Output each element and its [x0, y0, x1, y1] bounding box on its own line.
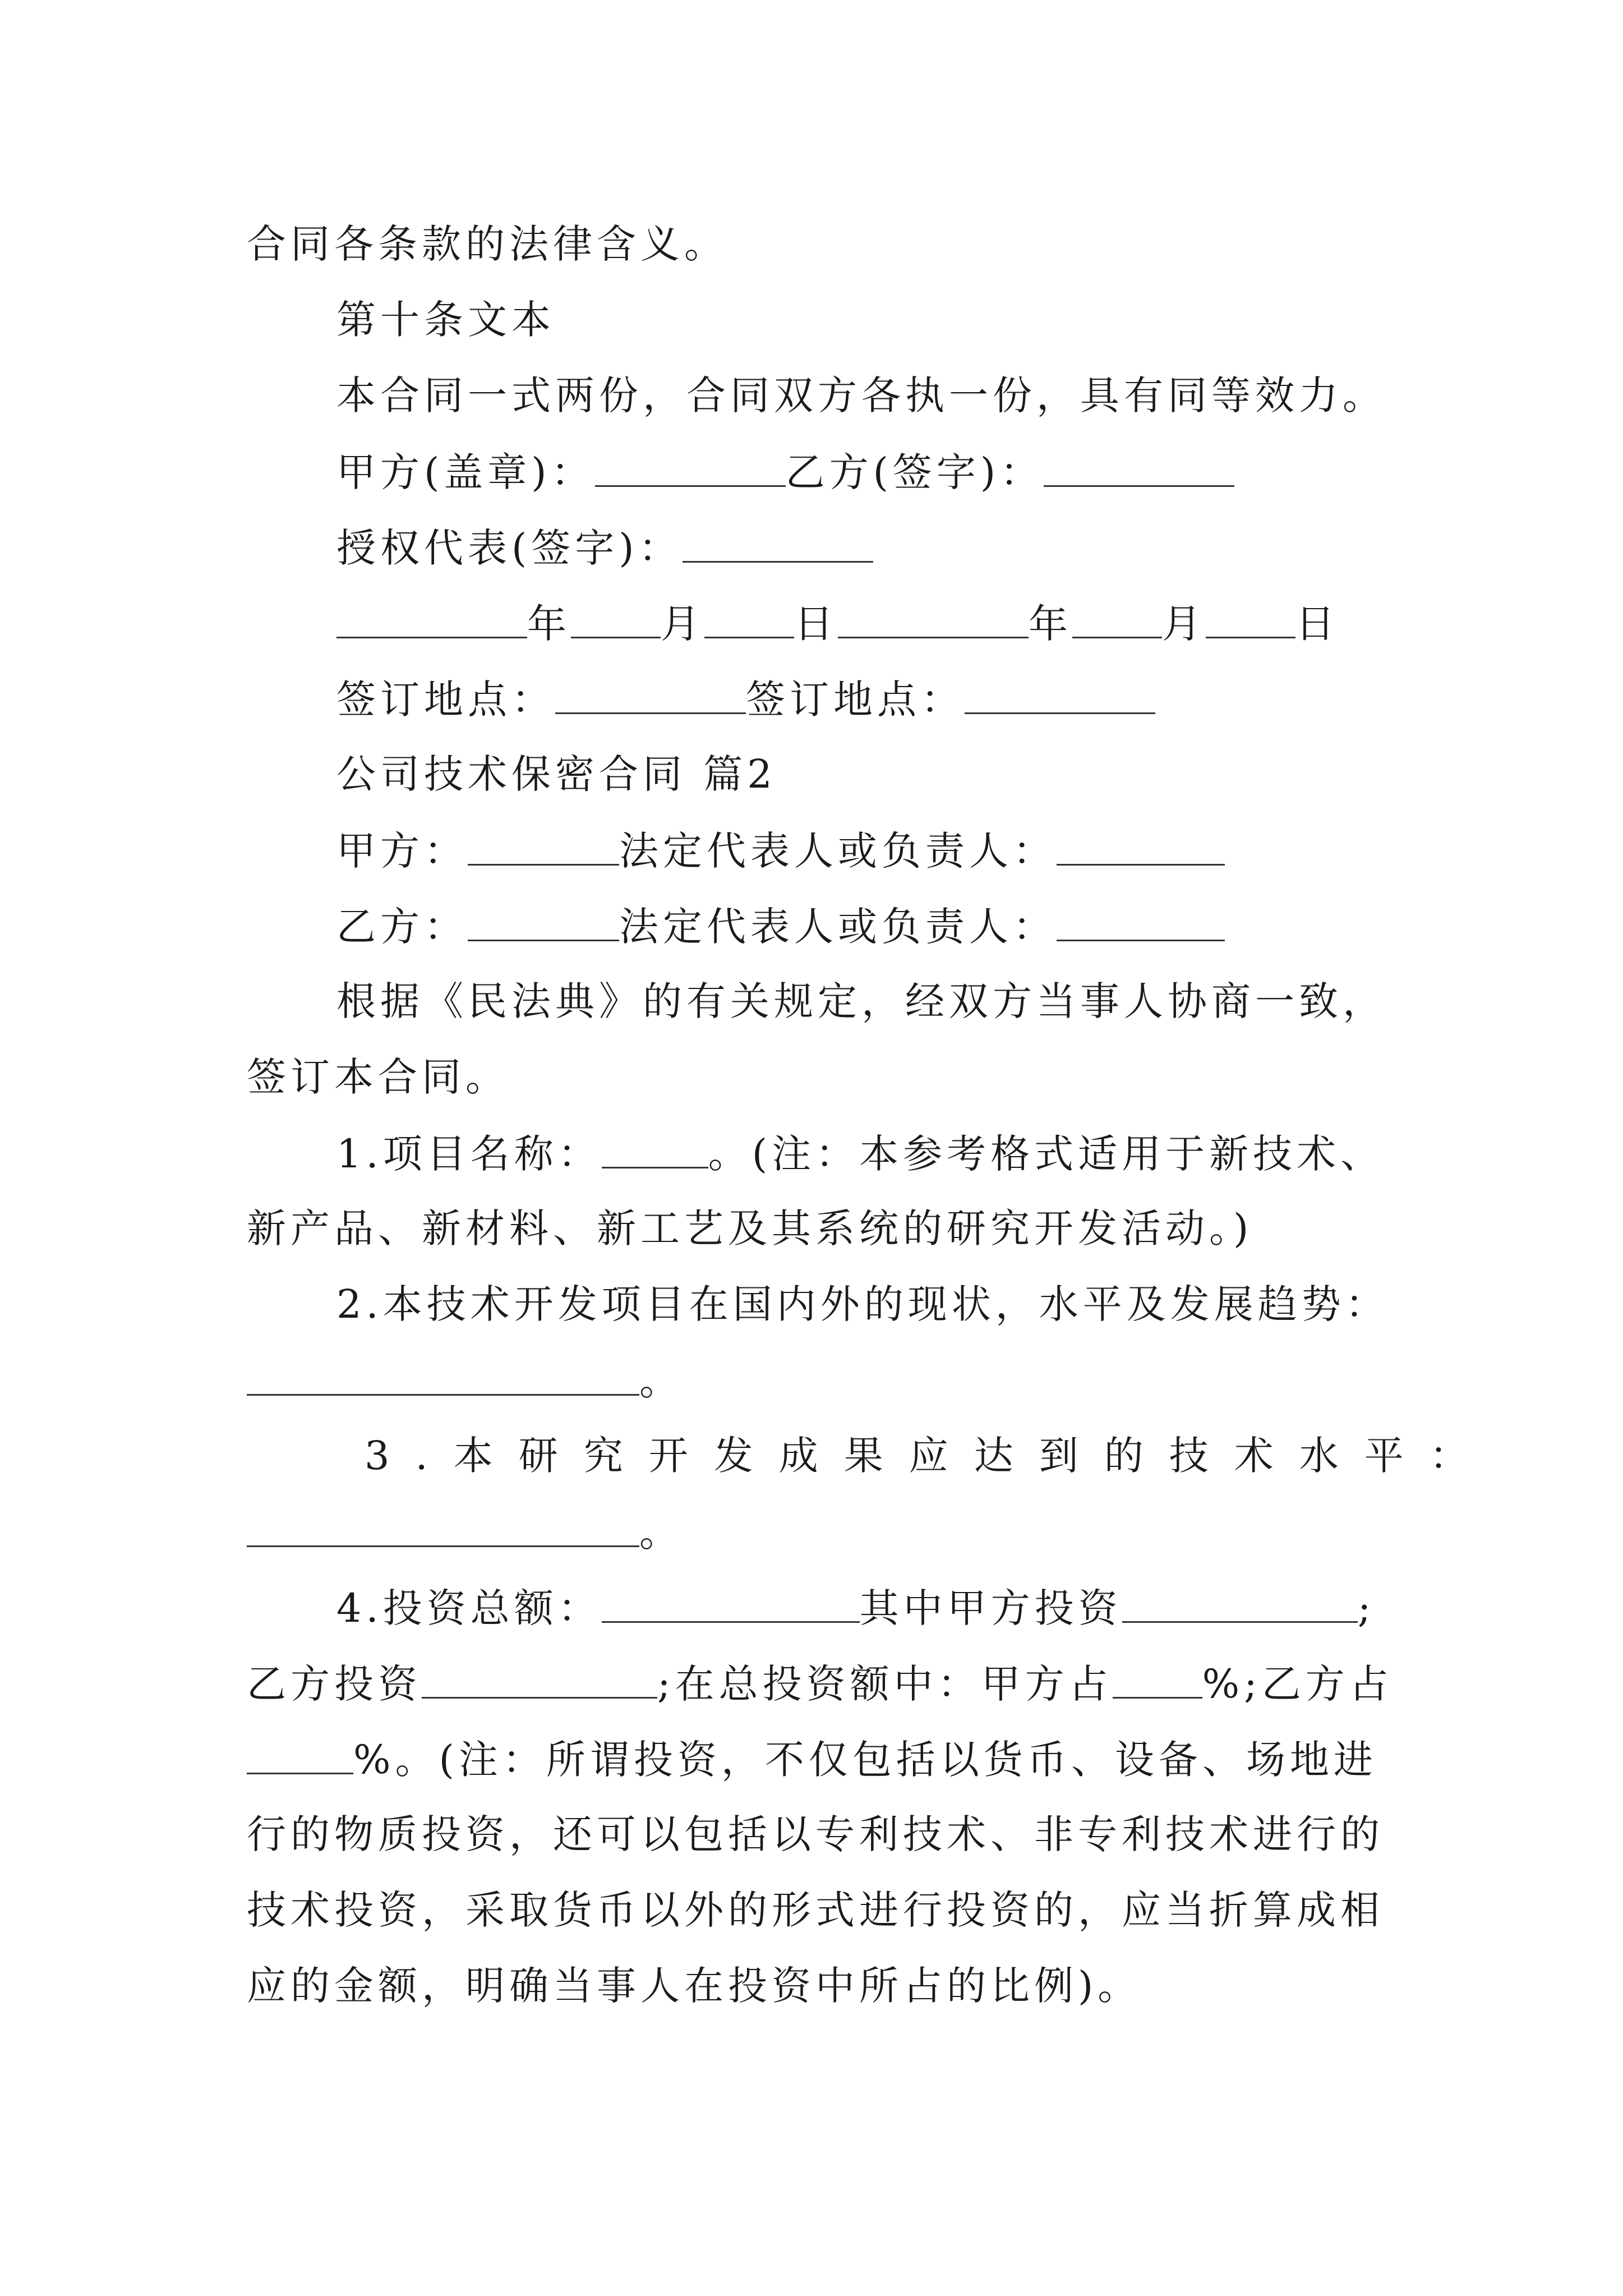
blank-field	[468, 830, 619, 866]
blank-field	[704, 603, 794, 638]
line-text: 根据《民法典》的有关规定，经双方当事人协商一致，	[336, 978, 1386, 1024]
text-line	[247, 1737, 1377, 1783]
clause-2	[336, 1281, 1389, 1327]
blank-line	[247, 1358, 683, 1404]
blank-field	[602, 1588, 860, 1623]
line-text: 月	[1162, 601, 1206, 647]
blank-field	[422, 1663, 657, 1699]
line-text: 技术投资，采取货币以外的形式进行投资的，应当折算成相	[247, 1887, 1384, 1933]
line-text: 签订地点：	[746, 677, 965, 723]
line-text: 公司技术保密合同 篇2	[336, 751, 777, 797]
text-line	[247, 1054, 509, 1100]
line-text: 甲方(盖章)：	[336, 449, 595, 495]
blank-field	[336, 603, 527, 638]
line-text: 乙方投资	[247, 1661, 422, 1707]
line-text: 其中甲方投资	[859, 1585, 1122, 1631]
clause-1	[336, 1131, 1385, 1177]
line-text: 应的金额，明确当事人在投资中所占的比例)。	[247, 1963, 1142, 2009]
line-text: %。(注：所谓投资，不仅包括以货币、设备、场地进	[353, 1737, 1377, 1783]
blank-field	[1057, 830, 1225, 866]
blank-field	[602, 1133, 708, 1168]
blank-field	[1206, 603, 1295, 638]
line-text: ;在总投资额中：甲方占	[657, 1661, 1113, 1707]
line-text: %;乙方占	[1202, 1661, 1393, 1707]
line-text: 3.本研究开发成果应达到的技术水平：	[365, 1433, 1495, 1479]
blank-field	[1057, 906, 1225, 941]
clause-3	[365, 1433, 1495, 1479]
section-heading	[336, 297, 555, 343]
line-text: 1.项目名称：	[336, 1131, 602, 1177]
blank-field	[965, 679, 1155, 714]
text-line	[247, 1963, 1142, 2009]
line-text: 乙方：	[336, 904, 468, 950]
signature-line	[336, 449, 1234, 495]
clause-4	[336, 1585, 1376, 1631]
blank-field	[247, 1360, 639, 1396]
blank-field	[247, 1512, 639, 1547]
line-text: 本合同一式两份，合同双方各执一份，具有同等效力。	[336, 372, 1386, 418]
blank-field	[1113, 1663, 1202, 1699]
line-text: 。	[639, 1510, 683, 1556]
party-line	[336, 904, 1225, 950]
blank-field	[571, 603, 661, 638]
blank-field	[555, 679, 746, 714]
line-text: 新产品、新材料、新工艺及其系统的研究开发活动。)	[247, 1205, 1253, 1251]
line-text: 日	[1295, 601, 1339, 647]
text-line	[247, 1661, 1393, 1707]
text-line	[336, 372, 1386, 418]
line-text: 4.投资总额：	[336, 1585, 602, 1631]
blank-field	[1044, 452, 1234, 487]
line-text: 法定代表人或负责人：	[619, 904, 1057, 950]
line-text: ;	[1357, 1585, 1376, 1631]
text-line	[247, 1205, 1253, 1251]
text-line	[247, 1887, 1384, 1933]
line-text: 2.本技术开发项目在国内外的现状，水平及发展趋势：	[336, 1281, 1389, 1327]
line-text: 年	[1029, 601, 1072, 647]
blank-field	[595, 452, 786, 487]
line-text: 年	[527, 601, 571, 647]
text-line	[247, 1811, 1384, 1857]
line-text: 甲方：	[336, 828, 468, 874]
line-text: 行的物质投资，还可以包括以专利技术、非专利技术进行的	[247, 1811, 1384, 1857]
signature-line	[336, 525, 873, 571]
blank-field	[838, 603, 1029, 638]
line-text: 合同各条款的法律含义。	[247, 221, 728, 267]
blank-field	[1122, 1588, 1358, 1623]
line-text: 第十条文本	[336, 297, 555, 343]
line-text: 日	[794, 601, 838, 647]
blank-line	[247, 1510, 683, 1556]
contract-title	[336, 751, 777, 797]
blank-field	[468, 906, 619, 941]
line-text: 乙方(签字)：	[785, 449, 1044, 495]
line-text: 月	[661, 601, 704, 647]
line-text: 。	[639, 1358, 683, 1404]
line-text: 。(注：本参考格式适用于新技术、	[708, 1131, 1385, 1177]
line-text: 授权代表(签字)：	[336, 525, 683, 571]
blank-field	[247, 1739, 353, 1774]
location-line	[336, 677, 1155, 723]
blank-field	[683, 527, 873, 563]
line-text: 签订地点：	[336, 677, 555, 723]
text-line	[247, 221, 728, 267]
line-text: 签订本合同。	[247, 1054, 509, 1100]
date-line	[336, 601, 1339, 647]
party-line	[336, 828, 1225, 874]
text-line	[336, 978, 1386, 1024]
blank-field	[1072, 603, 1162, 638]
line-text: 法定代表人或负责人：	[619, 828, 1057, 874]
